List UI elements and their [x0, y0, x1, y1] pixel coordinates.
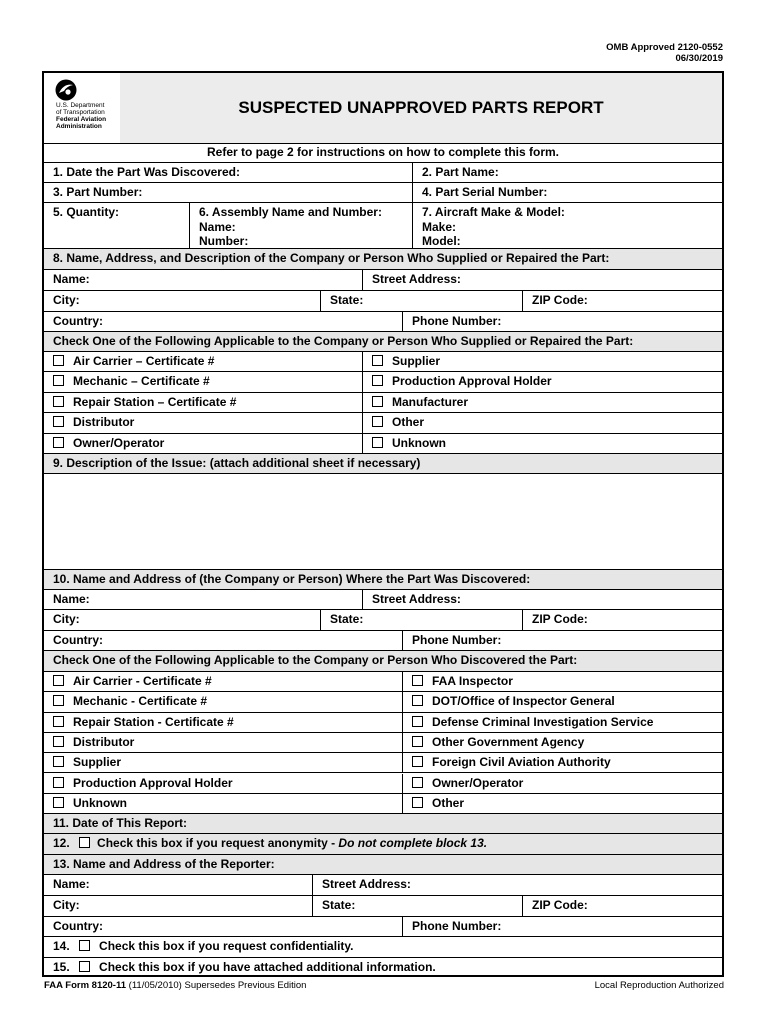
s8-option-label: Mechanic – Certificate # [73, 374, 210, 389]
s10-option-checkbox[interactable] [53, 797, 64, 808]
s8-street-field[interactable]: Street Address: [362, 270, 722, 290]
section-11-row [44, 814, 722, 834]
s10-option-left [44, 692, 402, 711]
s8-country-row [44, 312, 722, 332]
s10-option-label: Distributor [73, 734, 135, 749]
s8-name-row [44, 270, 722, 291]
s8-check-row [44, 372, 722, 392]
s10-option-label: Unknown [73, 795, 127, 810]
s10-option-label: FAA Inspector [432, 674, 513, 688]
serial-number-field[interactable]: 4. Part Serial Number: [412, 183, 722, 202]
s13-country-row [44, 917, 722, 937]
s10-option-left [44, 753, 402, 772]
s10-zip-field[interactable]: ZIP Code: [522, 610, 722, 630]
s8-option-checkbox[interactable] [53, 416, 64, 427]
s10-option-label: Supplier [73, 755, 122, 770]
s10-option-right [402, 713, 722, 732]
s8-option-label: Repair Station – Certificate # [73, 394, 237, 409]
date-discovered-field[interactable]: 1. Date the Part Was Discovered: [53, 165, 240, 179]
s8-city-field[interactable]: City: [53, 293, 80, 307]
s10-country-row [44, 631, 722, 651]
assembly-label: 6. Assembly Name and Number: [199, 205, 382, 219]
s8-option-left [44, 393, 362, 412]
s8-option-label: Unknown [392, 435, 446, 450]
section-14-row [44, 937, 722, 958]
s10-option-left [44, 672, 402, 691]
section-12-number: 12. [53, 836, 70, 850]
report-date-field[interactable]: 11. Date of This Report: [53, 816, 188, 830]
form-title: SUSPECTED UNAPPROVED PARTS REPORT [120, 73, 722, 143]
form-body [42, 71, 724, 977]
s10-option-checkbox[interactable] [53, 675, 64, 686]
s8-option-label: Other [392, 415, 425, 430]
s10-street-field[interactable]: Street Address: [362, 590, 722, 609]
s13-country-field[interactable]: Country: [53, 919, 103, 933]
s10-name-row [44, 590, 722, 610]
s8-option-right [362, 352, 722, 371]
s8-check-row [44, 413, 722, 433]
s13-city-row [44, 896, 722, 917]
s10-option-checkbox[interactable] [53, 716, 64, 727]
omb-approval [606, 42, 723, 64]
s8-option-left [44, 352, 362, 371]
section-10-heading [44, 570, 722, 590]
s10-check-row [44, 774, 722, 794]
s10-option-checkbox[interactable] [412, 736, 423, 747]
s8-option-checkbox[interactable] [372, 416, 383, 427]
s10-option-checkbox[interactable] [412, 695, 423, 706]
s8-check-title: Check One of the Following Applicable to the Company or Person Who Supplied or Repaired the Part: [53, 334, 634, 348]
s13-state-field[interactable]: State: [312, 896, 522, 916]
s10-option-checkbox[interactable] [53, 736, 64, 747]
additional-info-label: Check this box if you have attached additional information. [99, 960, 436, 974]
s8-option-label: Air Carrier – Certificate # [73, 354, 215, 368]
s10-option-checkbox[interactable] [412, 716, 423, 727]
s10-option-label: Repair Station - Certificate # [73, 714, 234, 729]
s8-name-field[interactable]: Name: [53, 272, 90, 286]
row-3-4 [44, 183, 722, 203]
additional-info-option [44, 958, 722, 977]
s8-option-left [44, 372, 362, 391]
s10-option-right [402, 692, 722, 711]
s8-zip-field[interactable]: ZIP Code: [522, 291, 722, 311]
s10-option-right [402, 794, 722, 813]
s10-option-checkbox[interactable] [412, 756, 423, 767]
assembly-number-label: Number: [199, 234, 249, 248]
s8-option-label: Owner/Operator [73, 435, 165, 450]
agency-line-1: U.S. Department [56, 102, 105, 109]
anonymity-label: Check this box if you request anonymity - [97, 836, 339, 850]
confidentiality-option [44, 937, 722, 957]
s8-option-checkbox[interactable] [372, 437, 383, 448]
part-number-field[interactable]: 3. Part Number: [53, 185, 143, 199]
section-12-row [44, 834, 722, 855]
s8-option-right [362, 434, 722, 453]
s8-phone-field[interactable]: Phone Number: [402, 312, 722, 331]
assembly-field[interactable] [189, 203, 412, 248]
anonymity-checkbox[interactable] [79, 837, 90, 848]
s10-option-right [402, 774, 722, 793]
s13-phone-field[interactable]: Phone Number: [402, 917, 722, 936]
s10-option-label: Foreign Civil Aviation Authority [432, 755, 611, 770]
agency-line-2: of Transportation [56, 109, 105, 116]
form-edition: (11/05/2010) Supersedes Previous Edition [126, 980, 307, 991]
s10-option-label: Other Government Agency [432, 734, 585, 749]
aircraft-label: 7. Aircraft Make & Model: [422, 205, 565, 219]
s13-city-field[interactable]: City: [53, 898, 80, 912]
reproduction-note: Local Reproduction Authorized [594, 980, 724, 991]
s8-option-label: Distributor [73, 415, 135, 430]
quantity-field[interactable]: 5. Quantity: [53, 205, 120, 219]
s8-option-label: Supplier [392, 354, 441, 368]
s8-option-label: Manufacturer [392, 394, 469, 409]
s10-option-label: DOT/Office of Inspector General [432, 694, 615, 709]
section-10-title: 10. Name and Address of (the Company or Person) Where the Part Was Discovered: [53, 572, 531, 586]
s8-option-left [44, 434, 362, 453]
aircraft-model-label: Model: [422, 234, 461, 248]
s8-option-checkbox[interactable] [372, 375, 383, 386]
anonymity-option [44, 834, 722, 854]
s8-check-row [44, 393, 722, 413]
s8-option-right [362, 372, 722, 391]
s8-option-checkbox[interactable] [53, 375, 64, 386]
instructions-row [44, 143, 722, 163]
s10-option-checkbox[interactable] [412, 797, 423, 808]
section-13-title: 13. Name and Address of the Reporter: [53, 857, 275, 871]
s10-check-row [44, 672, 722, 692]
s10-option-right [402, 753, 722, 772]
section-13-heading [44, 855, 722, 875]
s10-option-checkbox[interactable] [412, 777, 423, 788]
s10-option-right [402, 733, 722, 752]
dot-logo [44, 73, 121, 143]
s13-name-field[interactable]: Name: [53, 877, 90, 891]
section-9-heading [44, 454, 722, 474]
s10-option-checkbox[interactable] [53, 756, 64, 767]
s8-option-checkbox[interactable] [53, 437, 64, 448]
s10-option-checkbox[interactable] [53, 695, 64, 706]
s10-check-row [44, 794, 722, 814]
omb-number: OMB Approved 2120-0552 [606, 42, 723, 53]
issue-description-area[interactable] [44, 474, 722, 570]
s10-option-left [44, 774, 402, 793]
s13-street-field[interactable]: Street Address: [312, 875, 722, 895]
s8-check-row [44, 352, 722, 372]
s10-check-row [44, 753, 722, 773]
row-5-6-7 [44, 203, 722, 249]
s8-option-right [362, 413, 722, 432]
s8-option-checkbox[interactable] [372, 355, 383, 366]
s8-city-row [44, 291, 722, 312]
aircraft-field[interactable] [412, 203, 722, 248]
s8-check-heading [44, 332, 722, 352]
agency-line-3: Federal Aviation [56, 116, 107, 123]
s10-option-left [44, 794, 402, 813]
omb-date: 06/30/2019 [675, 53, 723, 64]
s10-option-label: Other [432, 795, 465, 810]
additional-info-checkbox[interactable] [79, 961, 90, 972]
form-header [44, 73, 722, 144]
s10-check-row [44, 713, 722, 733]
part-name-field[interactable]: 2. Part Name: [412, 163, 722, 182]
s10-option-checkbox[interactable] [53, 777, 64, 788]
s10-option-label: Defense Criminal Investigation Service [432, 714, 654, 729]
s10-city-field[interactable]: City: [53, 612, 80, 626]
faa-seal-icon [55, 79, 77, 101]
s8-country-field[interactable]: Country: [53, 314, 103, 328]
s10-city-row [44, 610, 722, 631]
s10-country-field[interactable]: Country: [53, 633, 103, 647]
s10-option-label: Mechanic - Certificate # [73, 694, 208, 709]
anonymity-note: Do not complete block 13. [338, 836, 488, 850]
form-number: FAA Form 8120-11 [44, 980, 127, 991]
s10-option-label: Production Approval Holder [73, 775, 233, 790]
s10-name-field[interactable]: Name: [53, 592, 90, 606]
s10-option-right [402, 672, 722, 691]
s8-option-checkbox[interactable] [53, 396, 64, 407]
s13-zip-field[interactable]: ZIP Code: [522, 896, 722, 916]
assembly-name-label: Name: [199, 219, 236, 234]
s8-check-row [44, 434, 722, 454]
section-15-row [44, 958, 722, 977]
s10-state-field[interactable]: State: [320, 610, 522, 630]
s10-check-row [44, 733, 722, 753]
s10-option-checkbox[interactable] [412, 675, 423, 686]
s10-option-left [44, 733, 402, 752]
s10-check-row [44, 692, 722, 712]
s8-option-left [44, 413, 362, 432]
s13-name-row [44, 875, 722, 896]
section-9-title: 9. Description of the Issue: (attach additional sheet if necessary) [53, 456, 421, 470]
s10-check-title: Check One of the Following Applicable to the Company or Person Who Discovered the Part: [53, 653, 578, 667]
section-8-heading [44, 249, 722, 270]
confidentiality-label: Check this box if you request confidentiality. [99, 939, 354, 953]
section-8-title: 8. Name, Address, and Description of the Company or Person Who Supplied or Repaired the Part: [53, 251, 610, 265]
instructions-text: Refer to page 2 for instructions on how to complete this form. [206, 145, 560, 159]
s8-option-label: Production Approval Holder [392, 374, 552, 389]
s10-check-heading [44, 651, 722, 672]
s8-option-checkbox[interactable] [53, 355, 64, 366]
section-15-number: 15. [53, 960, 70, 974]
s10-option-left [44, 713, 402, 732]
section-14-number: 14. [53, 939, 70, 953]
s8-state-field[interactable]: State: [320, 291, 522, 311]
confidentiality-checkbox[interactable] [79, 940, 90, 951]
s10-option-label: Owner/Operator [432, 775, 524, 790]
form-footer-id [44, 980, 306, 991]
aircraft-make-label: Make: [422, 219, 457, 234]
s8-option-checkbox[interactable] [372, 396, 383, 407]
s10-option-label: Air Carrier - Certificate # [73, 674, 212, 688]
s8-option-right [362, 393, 722, 412]
s10-phone-field[interactable]: Phone Number: [402, 631, 722, 650]
row-1-2 [44, 163, 722, 183]
agency-line-4: Administration [56, 123, 102, 130]
